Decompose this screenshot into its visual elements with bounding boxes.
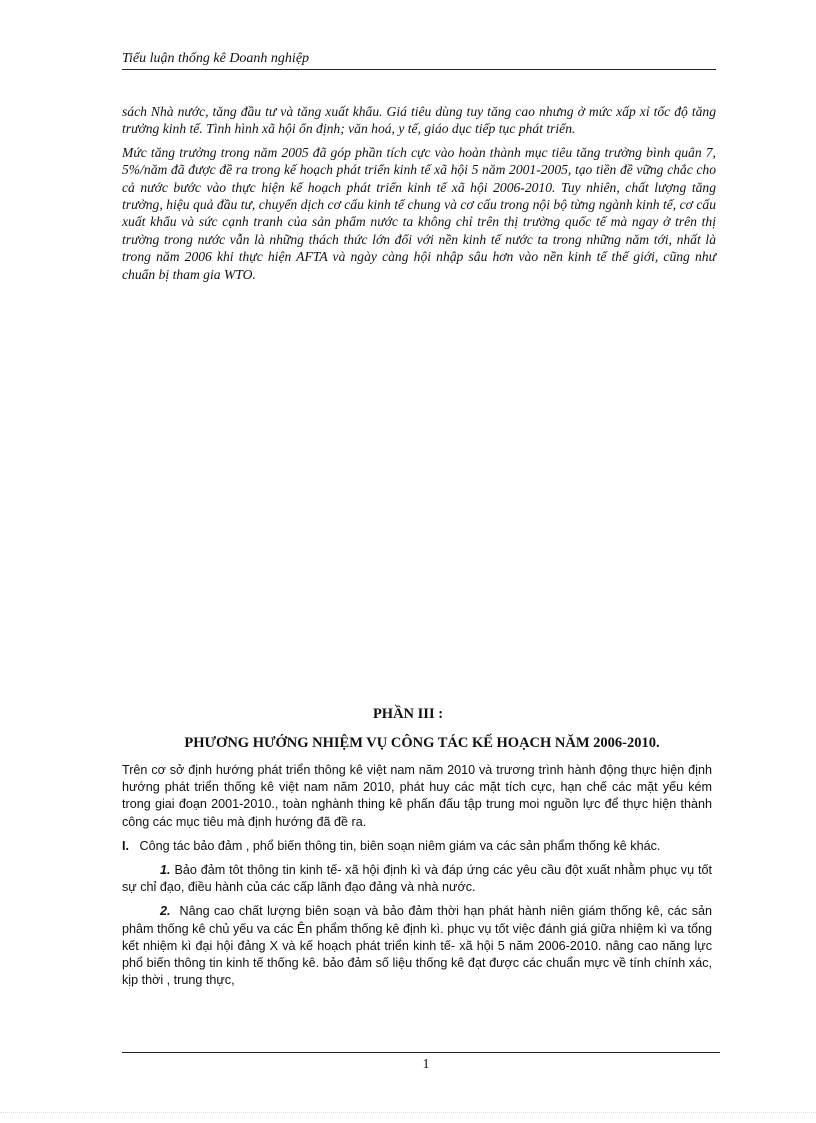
list-item-label: I. bbox=[122, 838, 129, 853]
page-number: 1 bbox=[422, 1057, 430, 1072]
list-item-text: Công tác bảo đảm , phổ biến thông tin, biên soạn niêm giám va các sản phẩm thống kê khác. bbox=[139, 838, 661, 853]
intro-paragraph-2: Mức tăng trưởng trong năm 2005 đã góp phần tích cực vào hoàn thành mục tiêu tăng trưởng bình quân 7, 5%/năm đã được đề ra trong kế hoạch phát triển kinh tế xã hội 5 năm 2001-2005, tạo tiền đề vững chắc cho cả nước bước vào thực hiện kế hoạch phát triển kinh tế xã hội 2006-2010. Tuy nhiên, chất lượng tăng trưởng, hiệu quả đầu tư, chuyển dịch cơ cấu kinh tế chung và cơ cấu trong nội bộ từng ngành kinh tế, cơ cấu xuất khẩu và sức cạnh tranh của sản phẩm nước ta không chỉ trên thị trường quốc tế mà ngay ở trên thị trường trong nước vẫn là những thách thức lớn đối với nền kinh tế nước ta trong những năm tới, nhất là trong năm 2006 khi thực hiện AFTA và ngày càng hội nhập sâu hơn vào nền kinh tế thế giới, cũng như chuẩn bị tham gia WTO. bbox=[122, 144, 716, 282]
section-heading: PHƯƠNG HƯỚNG NHIỆM VỤ CÔNG TÁC KẾ HOẠCH NĂM 2006-2010. bbox=[184, 735, 660, 751]
body-text bbox=[122, 762, 712, 996]
list-item bbox=[122, 903, 712, 989]
list-item bbox=[122, 838, 712, 855]
intro-text bbox=[122, 103, 716, 289]
list-item-text: Nâng cao chất lượng biên soạn và bảo đảm thời hạn phát hành niên giám thống kê, các sản phâm thống kê chủ yếu va các Ên phẩm thống kê định kì. phục vụ tốt việc đánh giá giữa nhiệm kì va tổng kết nhiệm kì đại hội đảng X và kế hoạch phát triển kinh tế- xã hội 5 năm 2006-2010. nâng cao năng lực phổ biến thông tin kinh tế thống kê. bảo đảm số liệu thống kê đạt được các chuẩn mực về tính chính xác, kịp thời , trung thực, bbox=[122, 904, 713, 988]
page-edge-divider bbox=[0, 1112, 816, 1113]
body-paragraph-1: Trên cơ sở định hướng phát triển thông kê việt nam năm 2010 và trương trình hành động thực hiện định hướng phát triển thống kê việt nam năm 2010, phát huy các mặt tích cực, hạn chế các mặt yếu kém trong giai đoạn 2001-2010., toàn nghành thing kê phấn đấu tập trung moi nguồn lực để thực hiện thành công các mục tiêu mà định hướng đã đề ra. bbox=[122, 763, 712, 829]
part-title: PHẦN III : bbox=[372, 706, 444, 722]
footer-divider bbox=[122, 1052, 720, 1053]
list-item-text: Bảo đảm tôt thông tin kinh tế- xã hội định kì và đáp ứng các yêu cầu đột xuất nhằm phục vụ tốt sự chỉ đạo, điều hành của các cấp lãnh đạo đảng và nhà nước. bbox=[122, 863, 713, 895]
intro-paragraph-1: sách Nhà nước, tăng đầu tư và tăng xuất khẩu. Giá tiêu dùng tuy tăng cao nhưng ở mức xấp xỉ tốc độ tăng trưởng kinh tế. Tình hình xã hội ổn định; văn hoá, y tế, giáo dục tiếp tục phát triển. bbox=[122, 104, 716, 137]
list-item-label: 1. bbox=[160, 863, 171, 878]
list-item bbox=[122, 862, 712, 896]
page-header: Tiểu luận thống kê Doanh nghiệp bbox=[122, 50, 716, 70]
list-item-label: 2. bbox=[160, 904, 171, 919]
